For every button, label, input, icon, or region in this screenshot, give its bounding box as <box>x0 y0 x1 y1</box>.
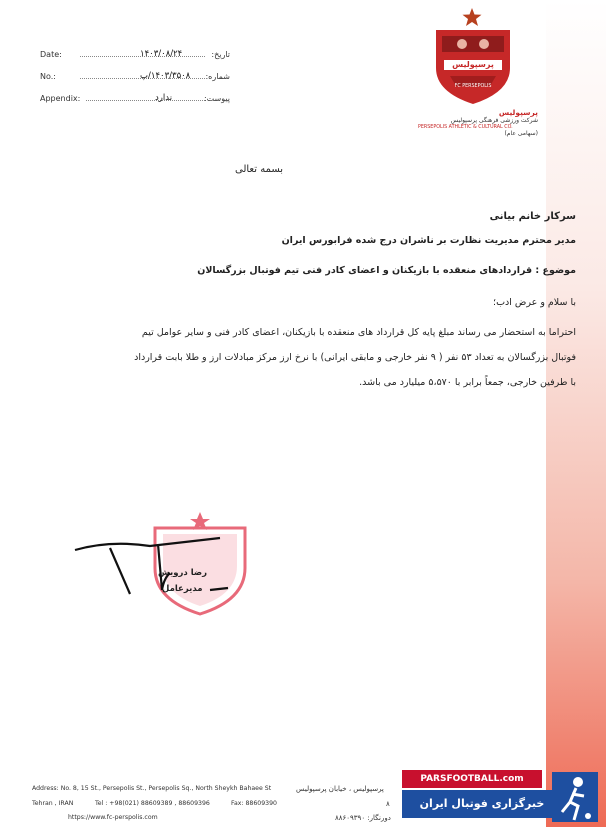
company-name-fa: شرکت ورزشی فرهنگی پرسپولیس <box>450 117 538 124</box>
crest-subtext: FC PERSEPOLIS <box>454 84 492 89</box>
parsfootball-banner[interactable] <box>402 770 606 827</box>
player-icon <box>552 772 598 822</box>
subject-line: موضوع : قراردادهای منعقده با بازیکنان و اعضای کادر فنی تیم فوتبال بزرگسالان <box>197 265 576 276</box>
recipient-title: مدیر محترم مدیریت نظارت بر ناشران درج شده فرابورس ایران <box>281 235 576 246</box>
appendix-value: ندارد <box>155 93 173 103</box>
footer-fa-line2: ۸ <box>386 800 390 808</box>
banner-site: PARSFOOTBALL.com <box>402 770 542 788</box>
footer-address: Address: No. 8, 15 St., Persepolis St., Persepolis Sq., North Sheykh Bahaee St <box>32 785 272 792</box>
meta-number <box>40 72 230 84</box>
footer-website: https://www.fc-perspolis.com <box>68 814 158 821</box>
footer-city: Tehran , IRAN <box>32 800 74 807</box>
signatory-name: رضا درویش <box>158 568 208 578</box>
signatory-role: مدیرعامل <box>162 584 203 594</box>
appendix-label-fa: پیوست: <box>203 94 230 103</box>
club-name: پرسپولیس <box>498 108 538 117</box>
decorative-sidebar <box>546 0 606 827</box>
number-value: ۱۴۰۳/۳۵۰۸/پ <box>140 71 191 81</box>
body-line-3: با طرفین خارجی، جمعاً برابر با ۵،۵۷۰ میلیارد می باشد. <box>359 377 576 388</box>
star-icon <box>462 8 482 26</box>
body-line-2: فوتبال بزرگسالان به تعداد ۵۳ نفر ( ۹ نفر خارجی و مابقی ایرانی) با نرخ ارز مرکز مبادلات ارز و طلا بابت قرارداد <box>134 352 576 363</box>
crest-text: پرسپولیس <box>452 60 494 69</box>
date-label-en: Date: <box>40 50 62 59</box>
banner-tagline: خبرگزاری فوتبال ایران <box>402 790 562 818</box>
recipient-name: سرکار خانم بیانی <box>489 211 576 222</box>
greeting: با سلام و عرض ادب؛ <box>493 297 576 308</box>
footer-tel: Tel : +98(021) 88609389 , 88609396 <box>95 800 210 807</box>
bismillah: بسمه تعالی <box>235 164 284 175</box>
date-label-fa: تاریخ: <box>211 50 230 59</box>
logo-caption <box>418 108 538 137</box>
footer-address-fa: پرسپولیس ، خیابان پرسپولیس <box>296 785 384 793</box>
number-label-fa: شماره: <box>205 72 230 81</box>
footer-fax-fa: دورنگار: ۸۸۶۰۹۳۹۰ <box>335 814 391 822</box>
meta-appendix <box>40 94 230 106</box>
number-label-en: No.: <box>40 72 56 81</box>
company-type: (سهامی عام) <box>504 130 538 137</box>
date-value: ۱۴۰۳/۰۸/۲۴ <box>140 49 183 59</box>
meta-date <box>40 50 230 62</box>
footer-fax: Fax: 88609390 <box>231 800 277 807</box>
signature-icon <box>70 528 250 598</box>
company-name-en: PERSEPOLIS ATHLETIC & CULTURAL CO. <box>418 125 513 130</box>
body-line-1: احتراما به استحضار می رساند مبلغ پایه کل قرارداد های منعقده با بازیکنان، اعضای کادر فنی و سایر عوامل تیم <box>141 327 576 338</box>
appendix-label-en: Appendix: <box>40 94 81 103</box>
